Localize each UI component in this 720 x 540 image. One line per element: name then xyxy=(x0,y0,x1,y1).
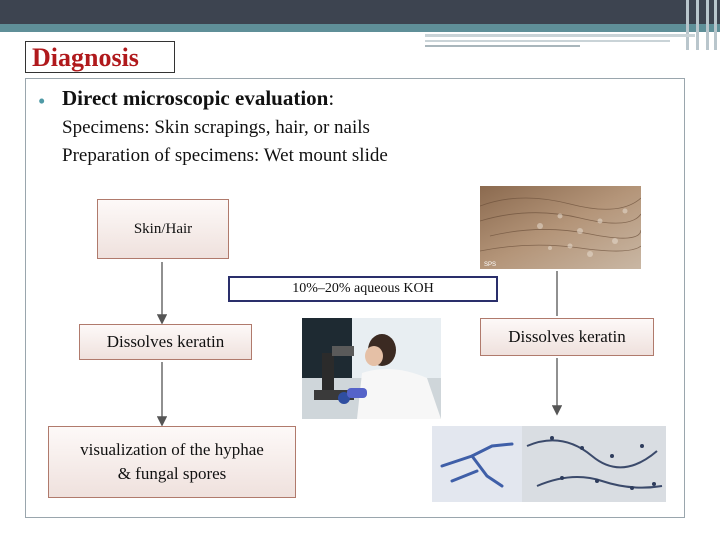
dissolves-keratin-label-left: Dissolves keratin xyxy=(106,332,225,351)
dissolves-keratin-label-right: Dissolves keratin xyxy=(508,327,626,346)
koh-label: 10%–20% aqueous KOH xyxy=(292,281,434,296)
skin-closeup-image xyxy=(480,186,641,269)
specimens-line: Specimens: Skin scrapings, hair, or nails xyxy=(62,117,370,138)
bullet-icon: • xyxy=(38,89,46,113)
microscope-lab-image xyxy=(302,318,441,419)
hyphae-micrograph-image xyxy=(432,426,666,502)
visualization-line-1: visualization of the hyphae xyxy=(80,440,264,459)
dissolves-keratin-box-left xyxy=(79,324,252,360)
preparation-line: Preparation of specimens: Wet mount slide xyxy=(62,145,388,166)
skin-hair-label: Skin/Hair xyxy=(133,220,193,237)
visualization-box xyxy=(48,426,296,498)
visualization-line-2: & fungal spores xyxy=(117,464,227,483)
dissolves-keratin-box-right xyxy=(480,318,654,356)
skin-image-watermark: SPS xyxy=(484,262,497,268)
bullet-heading-suffix: : xyxy=(328,86,335,110)
bullet-heading-text: Direct microscopic evaluation xyxy=(62,86,329,110)
slide-title: Diagnosis xyxy=(32,43,139,72)
koh-box xyxy=(228,276,498,302)
skin-hair-box xyxy=(97,199,229,259)
